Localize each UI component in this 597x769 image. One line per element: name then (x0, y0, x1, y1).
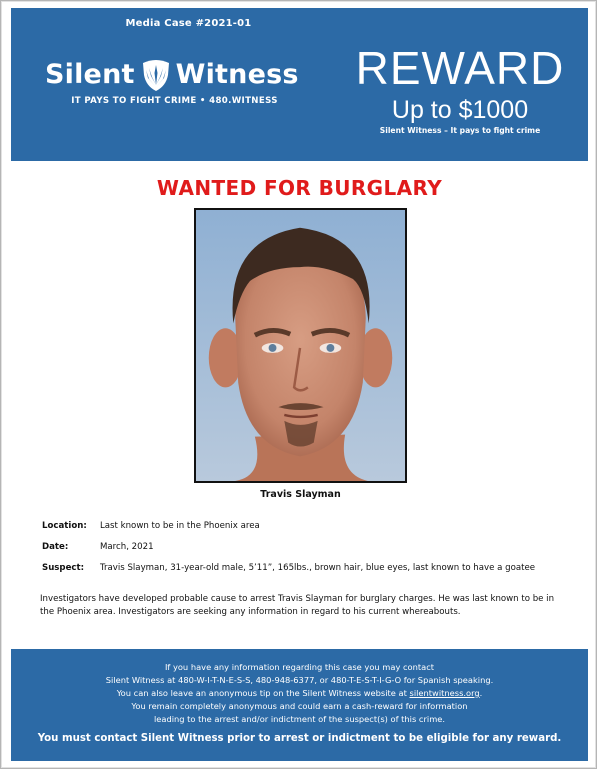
shield-flame-icon (140, 55, 172, 93)
footer-line-2: Silent Witness at 480-W-I-T-N-E-S-S, 480-948-6377, or 480-T-E-S-T-I-G-O for Spanish speaking. (105, 675, 494, 685)
detail-value: Travis Slayman, 31-year-old male, 5’11”, 165lbs., brown hair, blue eyes, last known to have a goatee (100, 563, 536, 573)
footer-line-4: You remain completely anonymous and could earn a cash-reward for information (131, 701, 468, 711)
logo-word-witness: Witness (175, 58, 299, 90)
logo-word-silent: Silent (45, 58, 135, 90)
reward-amount: Up to $1000 (391, 96, 529, 124)
reward-subtitle: Silent Witness – It pays to fight crime (379, 126, 541, 135)
footer-line-5: leading to the arrest and/or indictment of the suspect(s) of this crime. (153, 714, 446, 724)
footer-line-3-text: You can also leave an anonymous tip on the Silent Witness website at (116, 688, 410, 698)
website-link[interactable]: silentwitness.org (409, 688, 480, 698)
silent-witness-logo (45, 54, 299, 94)
footer-eligibility-notice: You must contact Silent Witness prior to arrest or indictment to be eligible for any reward. (37, 733, 562, 744)
logo-tagline: IT PAYS TO FIGHT CRIME • 480.WITNESS (71, 96, 278, 106)
detail-row-date (42, 541, 562, 553)
detail-row-location (42, 520, 562, 532)
footer-line-3 (11, 687, 588, 700)
detail-label: Location: (42, 521, 87, 531)
wanted-headline: WANTED FOR BURGLARY (156, 176, 443, 200)
footer-banner (11, 649, 588, 761)
footer-line-3-end: . (479, 688, 483, 698)
detail-value: March, 2021 (100, 542, 154, 552)
detail-value: Last known to be in the Phoenix area (100, 521, 260, 531)
header-banner (11, 8, 588, 161)
suspect-name-caption: Travis Slayman (260, 489, 341, 500)
detail-label: Suspect: (42, 563, 85, 573)
detail-row-suspect (42, 562, 562, 574)
detail-label: Date: (42, 542, 69, 552)
suspect-photo (194, 208, 407, 483)
media-case-number: Media Case #2021-01 (125, 18, 252, 29)
case-details (42, 520, 562, 583)
case-narrative: Investigators have developed probable cause to arrest Travis Slayman for burglary charges. He was last known to be in the Phoenix area. Investigators are seeking any information in regard to his current whereabouts. (40, 594, 555, 617)
reward-title: REWARD (355, 42, 565, 94)
footer-line-1: If you have any information regarding this case you may contact (164, 662, 435, 672)
